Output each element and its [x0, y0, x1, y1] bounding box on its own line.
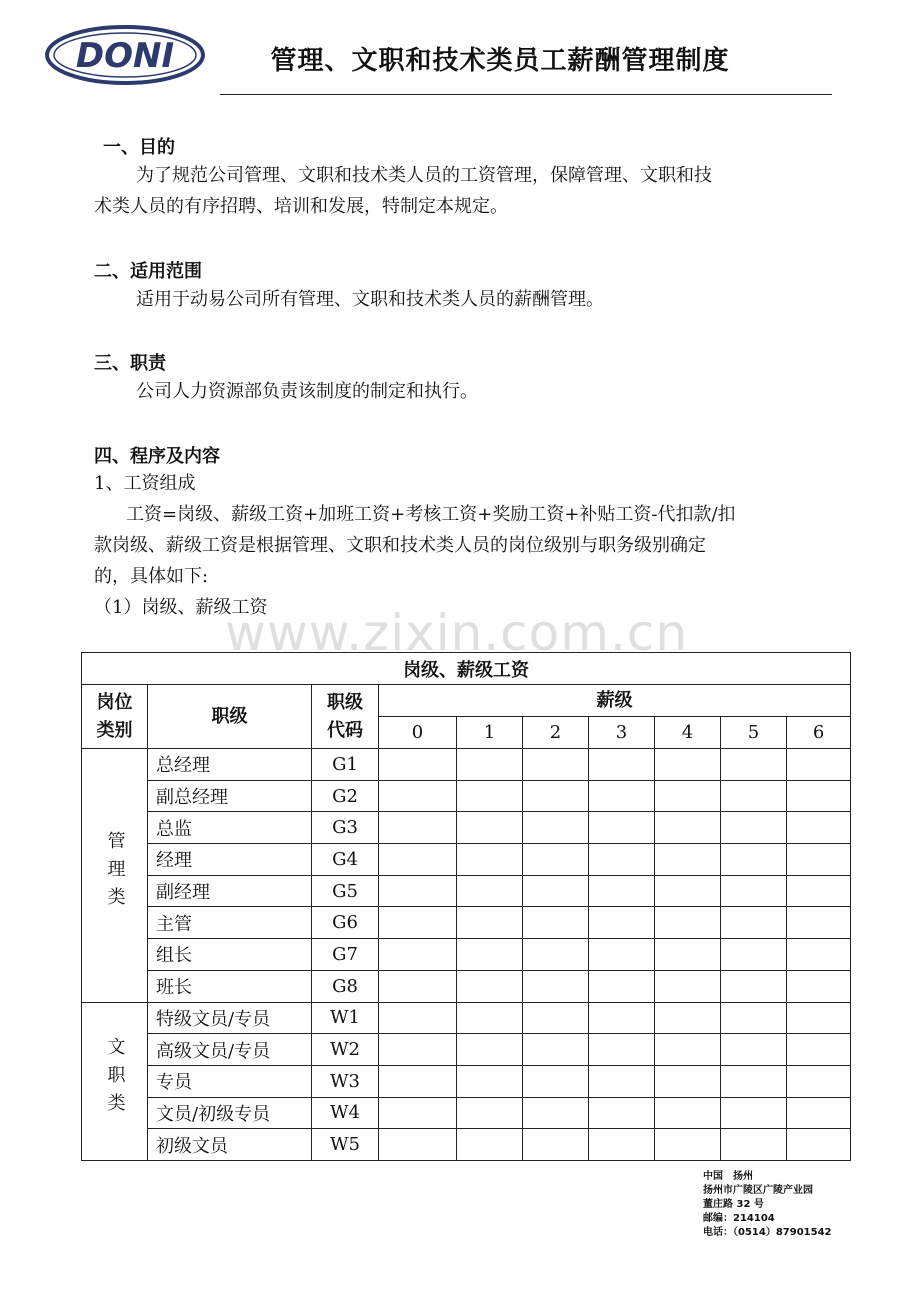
logo-text: DONI — [75, 36, 175, 76]
salary-value-cell — [721, 749, 787, 781]
salary-value-cell — [589, 844, 655, 876]
job-level-cell: 班长 — [148, 970, 312, 1002]
salary-value-cell — [523, 780, 589, 812]
footer-line2: 扬州市广陵区广陵产业园 — [703, 1185, 813, 1196]
job-level-cell: 文员/初级专员 — [148, 1097, 312, 1129]
salary-level-header: 6 — [787, 717, 851, 749]
header-salary-grade: 薪级 — [379, 685, 851, 717]
salary-value-cell — [523, 1065, 589, 1097]
table-row — [82, 1002, 851, 1034]
table-row — [82, 1034, 851, 1066]
job-level-cell: 经理 — [148, 844, 312, 876]
salary-value-cell — [655, 1002, 721, 1034]
scope-text: 适用于动易公司所有管理、文职和技术类人员的薪酬管理。 — [136, 289, 604, 310]
header-category: 岗位 类别 — [82, 685, 148, 749]
salary-value-cell — [523, 1129, 589, 1161]
salary-value-cell — [721, 907, 787, 939]
salary-table — [81, 652, 851, 1161]
level-code-cell: W4 — [312, 1097, 379, 1129]
salary-value-cell — [379, 970, 457, 1002]
salary-value-cell — [589, 1065, 655, 1097]
salary-value-cell — [457, 1065, 523, 1097]
salary-value-cell — [589, 749, 655, 781]
title-divider — [220, 94, 832, 95]
salary-value-cell — [655, 812, 721, 844]
table-row — [82, 749, 851, 781]
footer-line3: 董庄路 32 号 — [703, 1199, 764, 1210]
job-level-cell: 主管 — [148, 907, 312, 939]
salary-value-cell — [787, 749, 851, 781]
salary-level-header: 4 — [655, 717, 721, 749]
salary-value-cell — [787, 907, 851, 939]
salary-value-cell — [457, 907, 523, 939]
salary-value-cell — [589, 970, 655, 1002]
section-purpose-heading: 一、目的 — [103, 137, 175, 158]
category-cell — [82, 749, 148, 1003]
salary-value-cell — [523, 1097, 589, 1129]
footer-address — [703, 1170, 832, 1240]
level-code-cell: G7 — [312, 939, 379, 971]
purpose-text-line1: 为了规范公司管理、文职和技术类人员的工资管理，保障管理、文职和技 — [136, 165, 712, 186]
category-cell — [82, 1002, 148, 1160]
level-code-cell: W5 — [312, 1129, 379, 1161]
salary-value-cell — [655, 780, 721, 812]
duty-text: 公司人力资源部负责该制度的制定和执行。 — [136, 381, 478, 402]
salary-value-cell — [787, 939, 851, 971]
header-level-code: 职级 代码 — [312, 685, 379, 749]
salary-value-cell — [379, 780, 457, 812]
job-level-cell: 初级文员 — [148, 1129, 312, 1161]
salary-value-cell — [655, 749, 721, 781]
job-level-cell: 高级文员/专员 — [148, 1034, 312, 1066]
salary-level-header: 0 — [379, 717, 457, 749]
salary-value-cell — [523, 939, 589, 971]
salary-value-cell — [721, 1065, 787, 1097]
salary-value-cell — [457, 844, 523, 876]
salary-level-header: 3 — [589, 717, 655, 749]
level-code-cell: W2 — [312, 1034, 379, 1066]
salary-value-cell — [379, 1034, 457, 1066]
salary-level-header: 2 — [523, 717, 589, 749]
category-label: 管理类 — [104, 830, 126, 915]
salary-value-cell — [379, 907, 457, 939]
procedure-text-line3: 的，具体如下: — [94, 566, 209, 587]
table-row — [82, 875, 851, 907]
table-row — [82, 970, 851, 1002]
salary-value-cell — [721, 970, 787, 1002]
section-procedure-heading: 四、程序及内容 — [94, 446, 220, 467]
salary-value-cell — [787, 970, 851, 1002]
salary-value-cell — [457, 1129, 523, 1161]
section-duty-heading: 三、职责 — [94, 353, 166, 374]
job-level-cell: 专员 — [148, 1065, 312, 1097]
salary-value-cell — [655, 939, 721, 971]
salary-value-cell — [655, 1034, 721, 1066]
salary-value-cell — [589, 875, 655, 907]
header-job-level: 职级 — [148, 685, 312, 749]
footer-line1: 中国 扬州 — [703, 1171, 753, 1182]
watermark: www.zixin.com.cn — [225, 604, 689, 662]
salary-value-cell — [379, 875, 457, 907]
salary-value-cell — [655, 970, 721, 1002]
job-level-cell: 组长 — [148, 939, 312, 971]
procedure-subheading-1: 1、工资组成 — [94, 473, 196, 494]
salary-value-cell — [523, 844, 589, 876]
salary-value-cell — [457, 1002, 523, 1034]
table-row — [82, 812, 851, 844]
table-caption: 岗级、薪级工资 — [82, 653, 851, 685]
section-scope-heading: 二、适用范围 — [94, 261, 202, 282]
salary-value-cell — [655, 1097, 721, 1129]
salary-value-cell — [457, 875, 523, 907]
salary-value-cell — [589, 907, 655, 939]
salary-value-cell — [589, 780, 655, 812]
footer-line4: 邮编：214104 — [703, 1213, 775, 1224]
salary-value-cell — [379, 844, 457, 876]
salary-value-cell — [655, 907, 721, 939]
footer-line5: 电话：（0514）87901542 — [703, 1227, 832, 1238]
salary-value-cell — [457, 1034, 523, 1066]
salary-value-cell — [523, 1034, 589, 1066]
procedure-text-line1: 工资=岗级、薪级工资+加班工资+考核工资+奖励工资+补贴工资-代扣款/扣 — [126, 504, 736, 525]
salary-level-header: 1 — [457, 717, 523, 749]
salary-value-cell — [787, 812, 851, 844]
level-code-cell: W1 — [312, 1002, 379, 1034]
salary-value-cell — [655, 875, 721, 907]
salary-value-cell — [589, 1034, 655, 1066]
table-row — [82, 1097, 851, 1129]
salary-value-cell — [523, 875, 589, 907]
salary-value-cell — [721, 812, 787, 844]
salary-value-cell — [589, 812, 655, 844]
salary-value-cell — [655, 1065, 721, 1097]
salary-value-cell — [523, 812, 589, 844]
salary-value-cell — [457, 780, 523, 812]
job-level-cell: 副经理 — [148, 875, 312, 907]
salary-value-cell — [379, 1097, 457, 1129]
salary-value-cell — [457, 749, 523, 781]
salary-value-cell — [721, 780, 787, 812]
salary-value-cell — [721, 1034, 787, 1066]
salary-value-cell — [589, 1129, 655, 1161]
salary-value-cell — [523, 970, 589, 1002]
procedure-subheading-2: （1）岗级、薪级工资 — [94, 597, 268, 618]
salary-value-cell — [787, 1002, 851, 1034]
company-logo — [44, 22, 206, 88]
job-level-cell: 特级文员/专员 — [148, 1002, 312, 1034]
level-code-cell: W3 — [312, 1065, 379, 1097]
salary-value-cell — [787, 780, 851, 812]
salary-value-cell — [721, 1002, 787, 1034]
salary-value-cell — [787, 875, 851, 907]
salary-value-cell — [457, 970, 523, 1002]
salary-value-cell — [787, 1129, 851, 1161]
job-level-cell: 总经理 — [148, 749, 312, 781]
category-label: 文职类 — [104, 1036, 126, 1121]
salary-value-cell — [457, 939, 523, 971]
job-level-cell: 总监 — [148, 812, 312, 844]
level-code-cell: G8 — [312, 970, 379, 1002]
level-code-cell: G6 — [312, 907, 379, 939]
salary-value-cell — [787, 1097, 851, 1129]
salary-value-cell — [457, 1097, 523, 1129]
salary-value-cell — [721, 939, 787, 971]
salary-value-cell — [379, 939, 457, 971]
salary-value-cell — [523, 749, 589, 781]
salary-value-cell — [721, 1129, 787, 1161]
salary-value-cell — [787, 1065, 851, 1097]
salary-value-cell — [589, 939, 655, 971]
salary-value-cell — [721, 1097, 787, 1129]
salary-value-cell — [655, 1129, 721, 1161]
job-level-cell: 副总经理 — [148, 780, 312, 812]
salary-value-cell — [379, 1129, 457, 1161]
level-code-cell: G4 — [312, 844, 379, 876]
table-row — [82, 1129, 851, 1161]
table-row — [82, 844, 851, 876]
level-code-cell: G3 — [312, 812, 379, 844]
level-code-cell: G1 — [312, 749, 379, 781]
table-row — [82, 939, 851, 971]
level-code-cell: G2 — [312, 780, 379, 812]
level-code-cell: G5 — [312, 875, 379, 907]
table-row — [82, 907, 851, 939]
salary-value-cell — [457, 812, 523, 844]
salary-level-header: 5 — [721, 717, 787, 749]
salary-value-cell — [379, 1002, 457, 1034]
table-row — [82, 1065, 851, 1097]
salary-value-cell — [523, 1002, 589, 1034]
salary-value-cell — [589, 1002, 655, 1034]
table-row — [82, 780, 851, 812]
salary-value-cell — [721, 844, 787, 876]
salary-value-cell — [655, 844, 721, 876]
salary-value-cell — [379, 1065, 457, 1097]
purpose-text-line2: 术类人员的有序招聘、培训和发展，特制定本规定。 — [94, 196, 508, 217]
salary-value-cell — [523, 907, 589, 939]
document-title: 管理、文职和技术类员工薪酬管理制度 — [270, 46, 730, 76]
salary-value-cell — [721, 875, 787, 907]
salary-value-cell — [787, 844, 851, 876]
salary-value-cell — [379, 812, 457, 844]
salary-value-cell — [589, 1097, 655, 1129]
salary-value-cell — [379, 749, 457, 781]
salary-value-cell — [787, 1034, 851, 1066]
procedure-text-line2: 款岗级、薪级工资是根据管理、文职和技术类人员的岗位级别与职务级别确定 — [94, 535, 706, 556]
